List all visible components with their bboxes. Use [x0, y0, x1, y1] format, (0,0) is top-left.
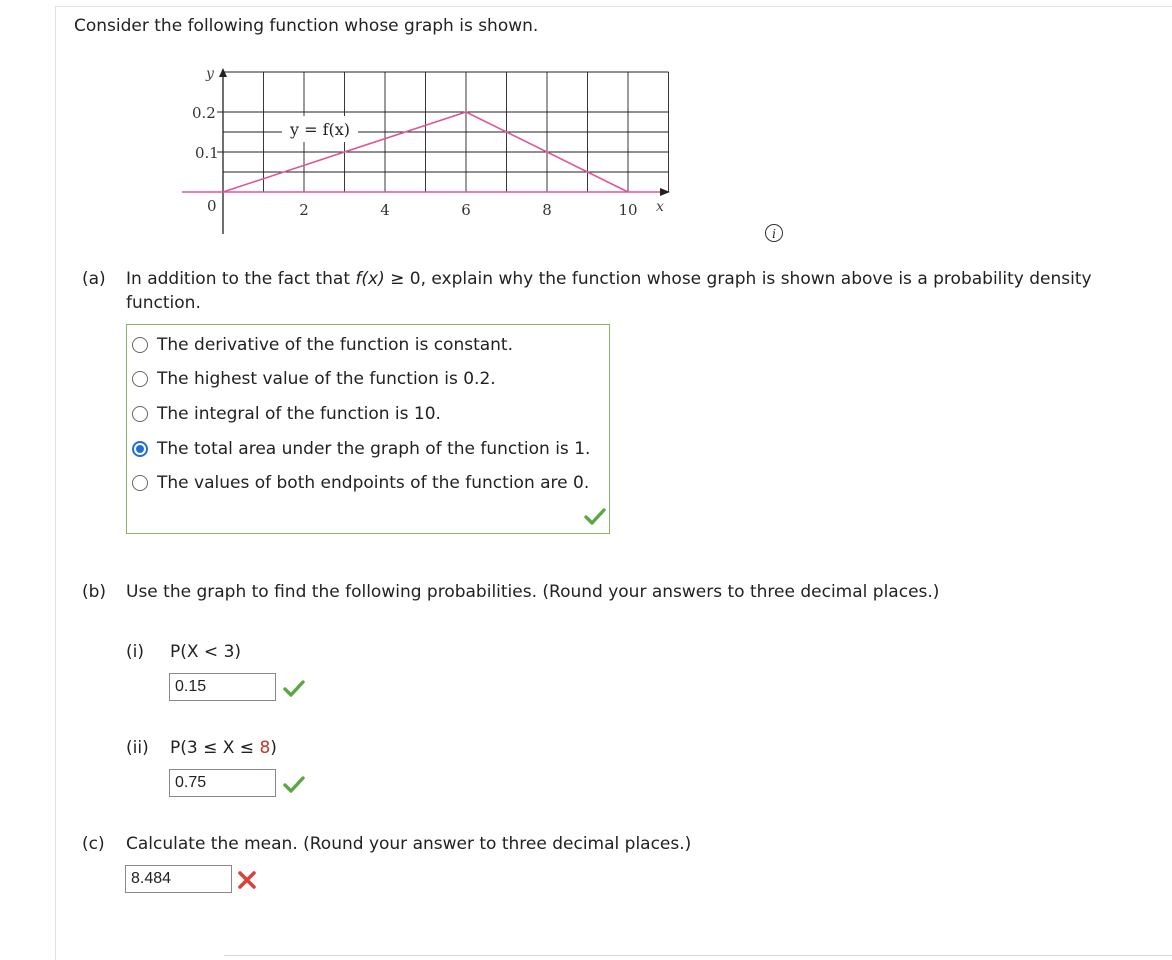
part-c-question: Calculate the mean. (Round your answer to three decimal places.)	[126, 834, 692, 854]
function-graph	[170, 62, 690, 237]
part-c-answer-input[interactable]	[125, 865, 232, 893]
radio-button[interactable]	[132, 337, 148, 353]
choice-derivative-constant[interactable]: The derivative of the function is constant.	[132, 333, 513, 357]
correct-check-icon	[283, 679, 305, 697]
x-tick-6: 6	[461, 201, 471, 219]
choice-endpoints-zero[interactable]: The values of both endpoints of the function are 0.	[132, 471, 589, 495]
part-b-ii-expression: P(3 ≤ X ≤ 8)	[170, 738, 277, 758]
y-axis	[219, 68, 227, 234]
part-b-i-expression: P(X < 3)	[170, 642, 242, 662]
correct-check-icon	[584, 507, 606, 525]
radio-button[interactable]	[132, 406, 148, 422]
choice-highest-value[interactable]: The highest value of the function is 0.2.	[132, 367, 496, 391]
part-a-label: (a)	[82, 269, 106, 289]
part-b-label: (b)	[82, 582, 107, 602]
part-b-i-answer-input[interactable]	[169, 673, 276, 701]
part-b-ii-label: (ii)	[126, 738, 149, 758]
x-tick-2: 2	[299, 201, 309, 219]
part-a-choices	[126, 324, 610, 534]
x-tick-4: 4	[380, 201, 390, 219]
curve-label: y = f(x)	[289, 120, 351, 139]
highlighted-value: 8	[259, 738, 271, 758]
y-tick-0-1: 0.1	[195, 144, 219, 162]
fx-italic: f(x)	[355, 269, 385, 289]
frame-left-border	[55, 6, 56, 960]
correct-check-icon	[283, 775, 305, 793]
y-axis-label: y	[206, 66, 214, 82]
radio-button[interactable]	[132, 371, 148, 387]
part-b-ii-answer-input[interactable]	[169, 769, 276, 797]
x-tick-8: 8	[542, 201, 552, 219]
incorrect-x-icon	[237, 870, 257, 890]
x-axis-label: x	[656, 199, 664, 215]
part-b-i-label: (i)	[126, 642, 144, 662]
part-a-question: In addition to the fact that f(x) ≥ 0, explain why the function whose graph is shown above is a probability density function.	[126, 269, 1092, 313]
frame-top-border	[55, 6, 1172, 7]
x-axis	[182, 188, 670, 196]
y-tick-0-2: 0.2	[192, 104, 216, 122]
info-icon[interactable]: i	[765, 224, 783, 242]
choice-total-area-1[interactable]: The total area under the graph of the function is 1.	[132, 437, 590, 461]
y-tick-0: 0	[207, 197, 217, 215]
choice-integral-10[interactable]: The integral of the function is 10.	[132, 402, 441, 426]
intro-text: Consider the following function whose graph is shown.	[74, 16, 539, 36]
radio-button[interactable]	[132, 475, 148, 491]
radio-button-selected[interactable]	[132, 441, 148, 457]
part-b-question: Use the graph to find the following probabilities. (Round your answers to three decimal places.)	[126, 582, 940, 602]
part-c-label: (c)	[82, 834, 105, 854]
x-tick-10: 10	[618, 201, 638, 219]
frame-bottom-border	[224, 955, 1172, 956]
